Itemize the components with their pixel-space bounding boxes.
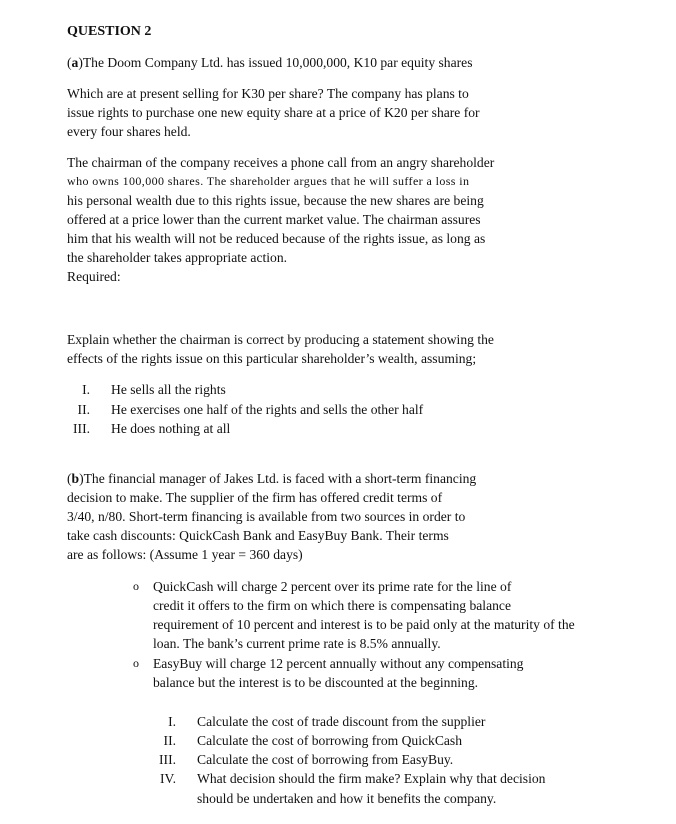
part-a-label: a: [71, 55, 79, 70]
part-b-intro-text: The financial manager of Jakes Ltd. is faced with a short-term financing: [83, 471, 477, 486]
question-heading: QUESTION 2: [67, 24, 152, 39]
required-label: Required:: [67, 269, 121, 284]
bullet-marker: o: [133, 579, 139, 593]
part-a-explain: Explain whether the chairman is correct by producing a statement showing the effects of the rights issue on this particular shareholder’s wealth, assuming;: [67, 332, 494, 366]
part-a-intro-text: The Doom Company Ltd. has issued 10,000,000, K10 par equity shares: [82, 55, 473, 70]
part-a-intro: (a)The Doom Company Ltd. has issued 10,000,000, K10 par equity shares: [67, 55, 473, 70]
bullet-text-quickcash: QuickCash will charge 2 percent over its prime rate for the line of credit it offers to the firm on which there is compensating balance requirement of 10 percent and interest is to be paid only at the maturity of the loan. The bank’s current prime rate is 8.5% annually.: [153, 579, 575, 651]
document-page: QUESTION 2 (a)The Doom Company Ltd. has issued 10,000,000, K10 par equity shares Which are at present selling for K30 per share? The company has plans to issue rights to purchase one new equity share at a price of K20 per share for every four shares held. The chairman of the company receives a phone call from an angry shareholder who owns 100,000 shares. The shareholder argues that he will suffer a loss in his personal wealth due to this rights issue, because the new shares are being offered at a price lower than the current market value. The chairman assures him that his wealth will not be reduced because of the rights issue, as long as the shareholder takes appropriate action. Required: Explain whether the chairman is correct by producing a statement showing the effects of the rights issue on this particular shareholder’s wealth, assuming; I. He sells all the rights II. He exercises one half of the rights and sells the other half III. He does nothing at all (b)The financial manager of Jakes Ltd. is faced with a short-term financing decision to make. The supplier of the firm has offered credit terms of 3/40, n/80. Short-term financing is available from two sources in order to take cash discounts: QuickCash Bank and EasyBuy Bank. Their terms are as follows: (Assume 1 year = 360 days) o QuickCash will charge 2 percent over its prime rate for the line of credit it offers to the firm on which there is compensating balance requirement of 10 percent and interest is to be paid only at the maturity of the loan. The bank’s current prime rate is 8.5% annually. o EasyBuy will charge 12 percent annually without any compensating balance but the interest is to be discounted at the beginning. I. Calculate the cost of trade discount from the supplier II. Calculate the cost of borrowing from QuickCash III. Calculate the cost of borrowing from EasyBuy. IV. What decision should the firm make? Explain why that decision should be undertaken and how it benefits the company.: [67, 24, 575, 806]
part-b-label: b: [71, 471, 80, 486]
part-a-paragraph-1: Which are at present selling for K30 per share? The company has plans to issue rights to purchase one new equity share at a price of K20 per share for every four shares held.: [67, 86, 480, 139]
bullet-text-easybuy: EasyBuy will charge 12 percent annually without any compensating balance but the interest is to be discounted at the beginning.: [153, 656, 524, 690]
part-b-intro: (b)The financial manager of Jakes Ltd. is faced with a short-term financing decision to make. The supplier of the firm has offered credit terms of 3/40, n/80. Short-term financing is available from two sources in order to take cash discounts: QuickCash Bank and EasyBuy Bank. Their terms are as follows: (Assume 1 year = 360 days): [67, 471, 477, 562]
part-a-paragraph-2: The chairman of the company receives a phone call from an angry shareholder who owns 100,000 shares. The shareholder argues that he will suffer a loss in his personal wealth due to this rights issue, because the new shares are being offered at a price lower than the current market value. The chairman assures him that his wealth will not be reduced because of the rights issue, as long as the shareholder takes appropriate action. Required:: [67, 155, 495, 284]
bullet-marker: o: [133, 656, 139, 670]
